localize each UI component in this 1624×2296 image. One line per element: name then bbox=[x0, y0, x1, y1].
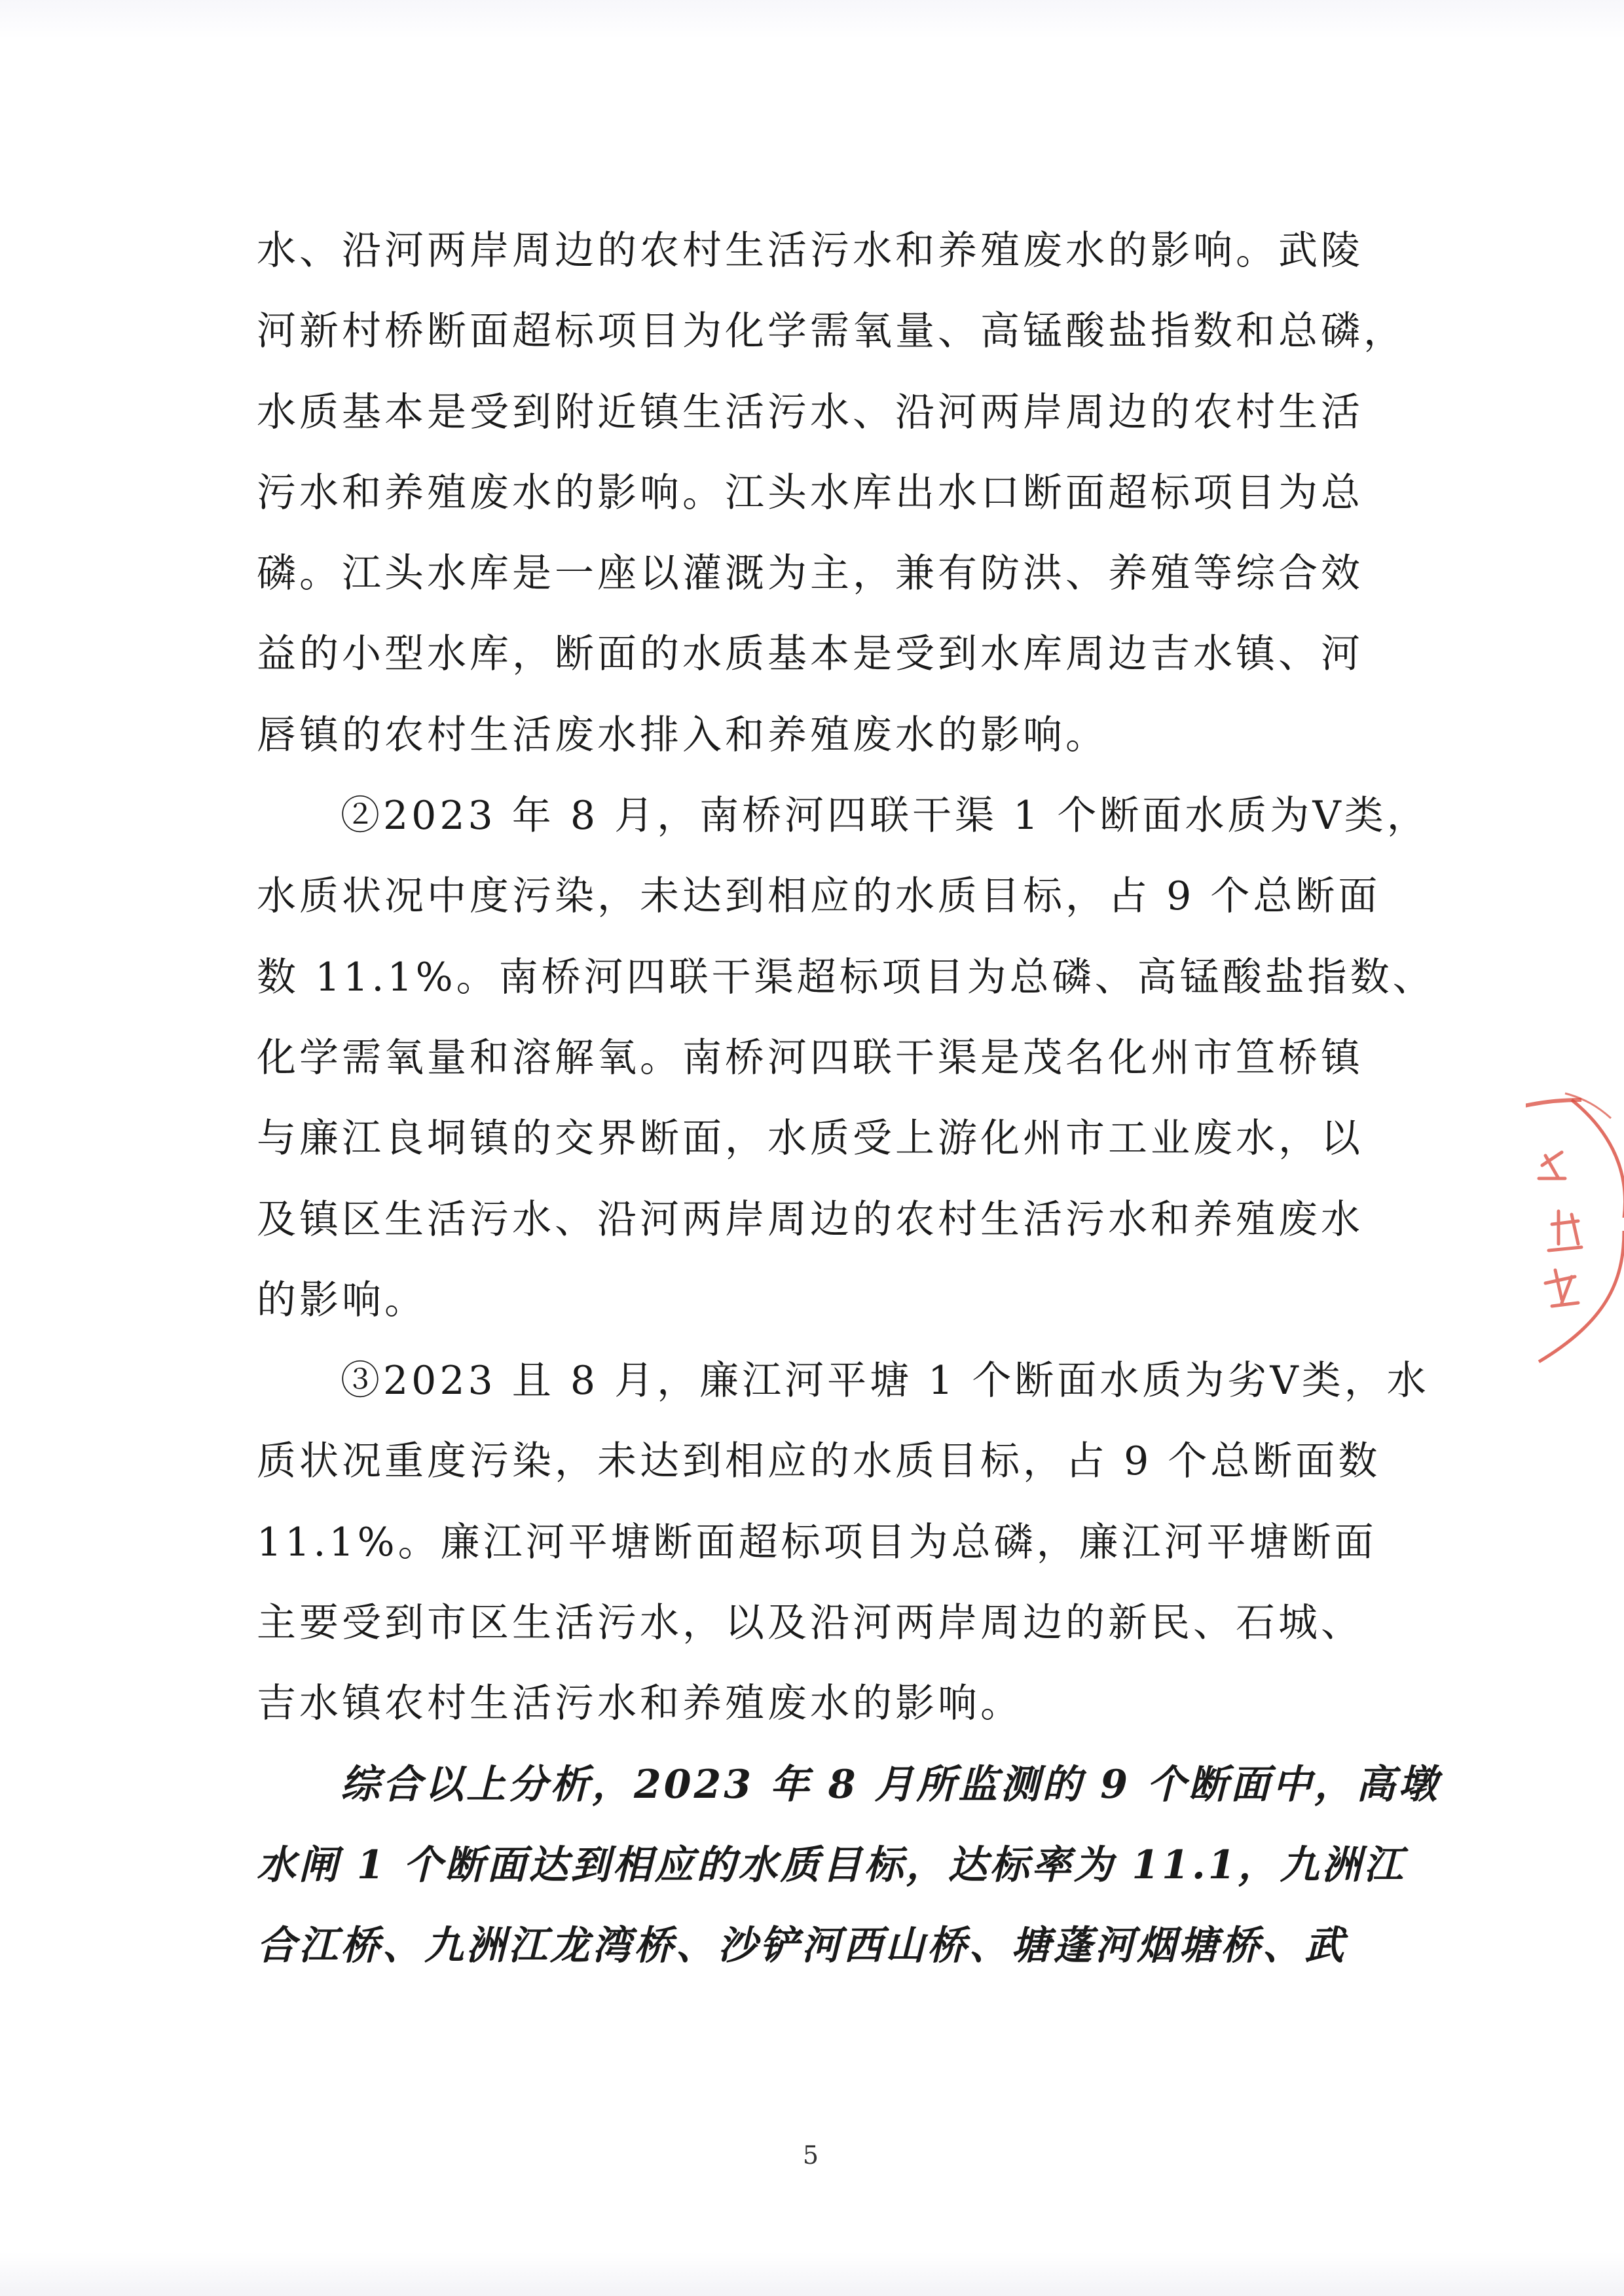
text-line: 磷。江头水库是一座以灌溉为主，兼有防洪、养殖等综合效 bbox=[257, 551, 1363, 597]
text-line: 吉水镇农村生活污水和养殖废水的影响。 bbox=[257, 1681, 1023, 1727]
text-line: 及镇区生活污水、沿河两岸周边的农村生活污水和养殖废水 bbox=[257, 1196, 1363, 1243]
page-number: 5 bbox=[802, 2141, 819, 2170]
text-line: 质状况重度污染，未达到相应的水质目标，占 9 个总断面数 bbox=[257, 1438, 1381, 1485]
text-line: 污水和养殖废水的影响。江头水库出水口断面超标项目为总 bbox=[257, 469, 1363, 516]
paragraph-start-line: ②2023 年 8 月，南桥河四联干渠 1 个断面水质为Ⅴ类， bbox=[341, 793, 1430, 839]
text-line: 河新村桥断面超标项目为化学需氧量、高锰酸盐指数和总磷， bbox=[257, 308, 1406, 355]
text-line: 水质状况中度污染，未达到相应的水质目标，占 9 个总断面 bbox=[257, 873, 1381, 920]
summary-line: 合江桥、九洲江龙湾桥、沙铲河西山桥、塘蓬河烟塘桥、武 bbox=[257, 1923, 1346, 1969]
text-line: 11.1%。廉江河平塘断面超标项目为总磷，廉江河平塘断面 bbox=[257, 1519, 1377, 1565]
text-line: 益的小型水库，断面的水质基本是受到水库周边吉水镇、河 bbox=[257, 631, 1363, 678]
text-line: 水、沿河两岸周边的农村生活污水和养殖废水的影响。武陵 bbox=[257, 228, 1363, 274]
text-line: 的影响。 bbox=[257, 1277, 427, 1323]
text-line: 数 11.1%。南桥河四联干渠超标项目为总磷、高锰酸盐指数、 bbox=[257, 954, 1435, 1000]
paragraph-start-line: ③2023 且 8 月，廉江河平塘 1 个断面水质为劣Ⅴ类，水 bbox=[341, 1358, 1430, 1404]
text-line: 主要受到市区生活污水，以及沿河两岸周边的新民、石城、 bbox=[257, 1600, 1363, 1647]
text-line: 化学需氧量和溶解氧。南桥河四联干渠是茂名化州市笪桥镇 bbox=[257, 1034, 1363, 1081]
summary-start-line: 综合以上分析，2023 年 8 月所监测的 9 个断面中，高墩 bbox=[341, 1761, 1440, 1808]
text-line: 与廉江良垌镇的交界断面，水质受上游化州市工业废水，以 bbox=[257, 1116, 1363, 1162]
text-line: 水质基本是受到附近镇生活污水、沿河两岸周边的农村生活 bbox=[257, 389, 1363, 435]
text-line: 唇镇的农村生活废水排入和养殖废水的影响。 bbox=[257, 712, 1108, 758]
body-text bbox=[257, 211, 1440, 1987]
summary-line: 水闸 1 个断面达到相应的水质目标，达标率为 11.1，九洲江 bbox=[257, 1842, 1406, 1888]
official-seal-stamp bbox=[1526, 1087, 1624, 1375]
